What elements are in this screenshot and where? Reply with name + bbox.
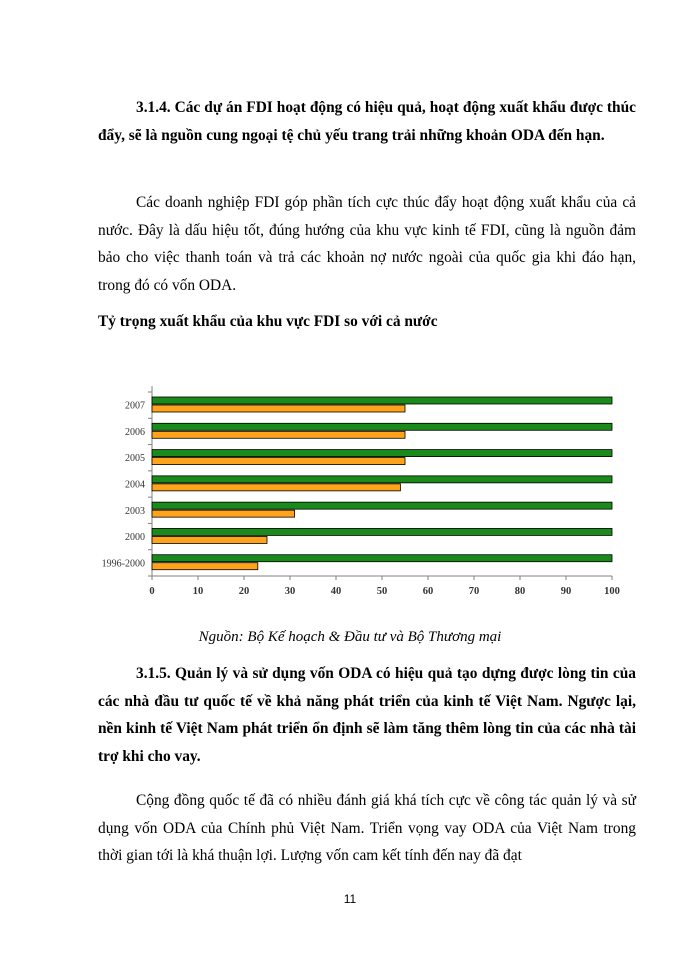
chart-source: Nguồn: Bộ Kế hoạch & Đầu tư và Bộ Thương mại (198, 629, 502, 645)
chart-canvas (96, 380, 636, 610)
y-tick-label: 2000 (125, 532, 145, 544)
page-number: 11 (343, 892, 357, 906)
bar-fdi-2003 (152, 510, 295, 517)
x-tick-label: 30 (284, 586, 296, 597)
section-3-1-4-heading: 3.1.4. Các dự án FDI hoạt động có hiệu quả, hoạt động xuất khẩu được thúc đẩy, sẽ là nguồn cung ngoại tệ chủ yếu trang trải những khoản ODA đến hạn. (98, 99, 636, 144)
x-tick-label: 0 (149, 586, 155, 597)
bar-ca-nuoc-2000 (152, 528, 612, 535)
x-tick-label: 20 (238, 586, 250, 597)
x-tick-label: 80 (514, 586, 526, 597)
x-tick-label: 10 (192, 586, 204, 597)
x-tick-label: 70 (468, 586, 480, 597)
chart-title: Tỷ trọng xuất khẩu của khu vực FDI so với cả nước (98, 313, 438, 330)
y-tick-label: 2005 (125, 453, 145, 465)
bar-fdi-2006 (152, 431, 405, 438)
x-tick-label: 60 (422, 586, 434, 597)
bar-fdi-1996-2000 (152, 563, 258, 570)
x-tick-label: 50 (376, 586, 388, 597)
bar-fdi-2005 (152, 458, 405, 465)
y-tick-label: 1996-2000 (101, 558, 145, 570)
bar-ca-nuoc-2006 (152, 423, 612, 430)
bar-ca-nuoc-2007 (152, 397, 612, 404)
y-tick-label: 2003 (125, 505, 145, 517)
x-tick-label: 40 (330, 586, 342, 597)
section-3-1-5-heading: 3.1.5. Quản lý và sử dụng vốn ODA có hiệu quả tạo dựng được lòng tin của các nhà đầu tư quốc tế về khả năng phát triển của kinh tế Việt Nam. Ngược lại, nền kinh tế Việt Nam phát triển ổn định sẽ làm tăng thêm lòng tin của các nhà tài trợ khi cho vay. (98, 665, 636, 765)
bar-ca-nuoc-2003 (152, 502, 612, 509)
section-3-1-4-paragraph: Các doanh nghiệp FDI góp phần tích cực thúc đẩy hoạt động xuất khẩu của cả nước. Đây là dấu hiệu tốt, đúng hướng của khu vực kinh tế FDI, cũng là nguồn đảm bảo cho việc thanh toán và trả các khoản nợ nước ngoài của quốc gia khi đáo hạn, trong đó có vốn ODA. (98, 194, 636, 294)
x-tick-label: 90 (560, 586, 572, 597)
x-tick-label: 100 (604, 586, 620, 597)
bar-ca-nuoc-2004 (152, 476, 612, 483)
section-3-1-5-paragraph: Cộng đồng quốc tế đã có nhiều đánh giá khá tích cực về công tác quản lý và sử dụng vốn ODA của Chính phủ Việt Nam. Triển vọng vay ODA của Việt Nam trong thời gian tới là khá thuận lợi. Lượng vốn cam kết tính đến nay đã đạt (98, 792, 636, 864)
bar-ca-nuoc-2005 (152, 450, 612, 457)
fdi-export-chart (96, 380, 636, 610)
y-tick-label: 2004 (125, 479, 145, 491)
bar-fdi-2000 (152, 536, 267, 543)
bar-ca-nuoc-1996-2000 (152, 555, 612, 562)
y-tick-label: 2007 (125, 400, 145, 412)
bar-fdi-2007 (152, 405, 405, 412)
bar-fdi-2004 (152, 484, 400, 491)
y-tick-label: 2006 (125, 426, 145, 438)
